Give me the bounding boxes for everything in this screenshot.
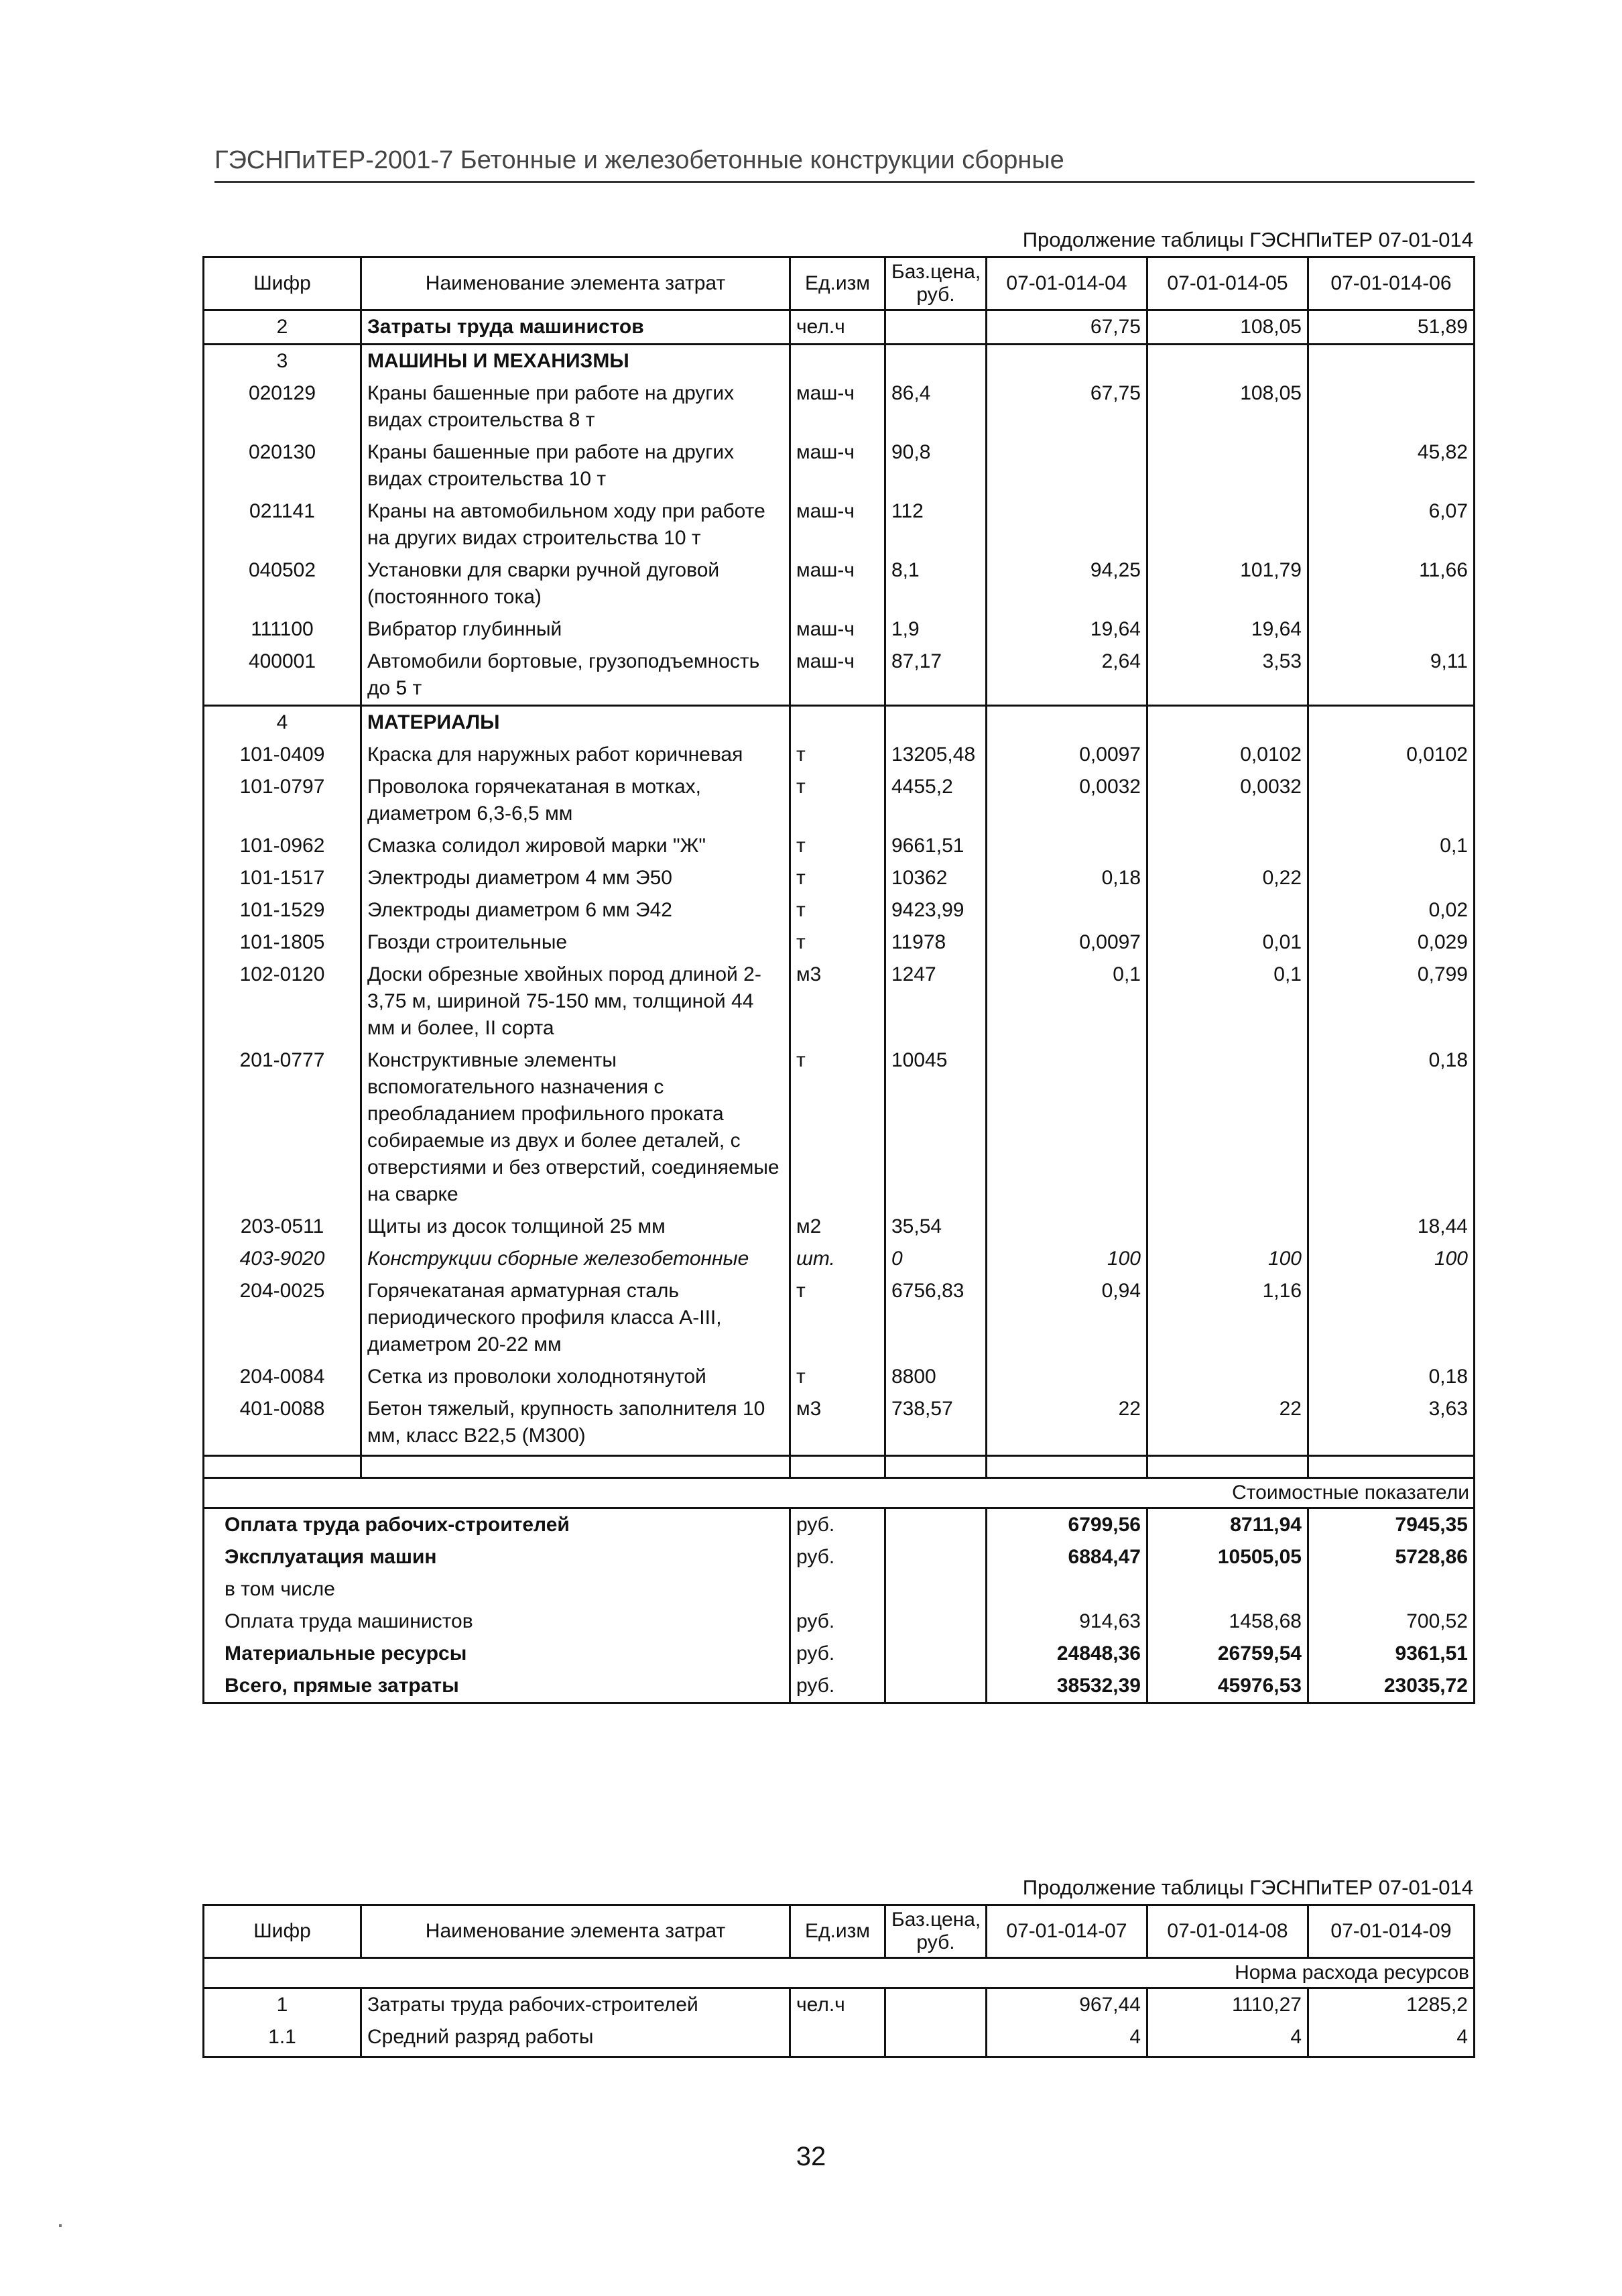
cell-unit: маш-ч bbox=[790, 377, 885, 436]
cell-code: 4 bbox=[204, 706, 361, 739]
cell-unit: т bbox=[790, 1275, 885, 1361]
cell-price bbox=[885, 706, 987, 739]
table-row bbox=[204, 1211, 1475, 1243]
summary-value: 700,52 bbox=[1308, 1606, 1475, 1638]
summary-unit: руб. bbox=[790, 1638, 885, 1670]
cell-name: Бетон тяжелый, крупность заполнителя 10 мм, класс В22,5 (М300) bbox=[361, 1393, 790, 1456]
cell-value bbox=[1308, 377, 1475, 436]
cell-price: 8,1 bbox=[885, 554, 987, 613]
cell-name: Краны на автомобильном ходу при работе на других видах строительства 10 т bbox=[361, 495, 790, 554]
summary-row bbox=[204, 1638, 1475, 1670]
spacer-cell bbox=[204, 1456, 361, 1478]
summary-value bbox=[1308, 1573, 1475, 1606]
cell-value: 0,18 bbox=[1308, 1044, 1475, 1211]
summary-empty bbox=[885, 1638, 987, 1670]
col-header-norm-09: 07-01-014-09 bbox=[1308, 1905, 1475, 1958]
table-row bbox=[204, 739, 1475, 771]
scan-speck bbox=[59, 2224, 62, 2227]
cell-code: 101-0962 bbox=[204, 830, 361, 862]
cell-value bbox=[1308, 345, 1475, 378]
table-row bbox=[204, 310, 1475, 345]
cell-name: Конструкции сборные железобетонные bbox=[361, 1243, 790, 1275]
cell-value: 45,82 bbox=[1308, 436, 1475, 495]
cell-value: 3,63 bbox=[1308, 1393, 1475, 1456]
cell-value bbox=[987, 436, 1147, 495]
table-row bbox=[204, 1393, 1475, 1456]
cell-unit: м3 bbox=[790, 959, 885, 1044]
section-banner: Норма расхода ресурсов bbox=[204, 1958, 1475, 1988]
cell-code: 102-0120 bbox=[204, 959, 361, 1044]
section-banner-row bbox=[204, 1958, 1475, 1988]
summary-empty bbox=[885, 1573, 987, 1606]
summary-unit: руб. bbox=[790, 1508, 885, 1542]
cell-value: 51,89 bbox=[1308, 310, 1475, 345]
cell-price: 11978 bbox=[885, 926, 987, 959]
cell-value: 0,18 bbox=[1308, 1361, 1475, 1393]
cell-unit: т bbox=[790, 1044, 885, 1211]
cell-value: 0,0102 bbox=[1147, 739, 1308, 771]
table-row bbox=[204, 926, 1475, 959]
summary-row bbox=[204, 1606, 1475, 1638]
summary-value: 8711,94 bbox=[1147, 1508, 1308, 1542]
cell-unit: чел.ч bbox=[790, 1988, 885, 2022]
cell-value: 1285,2 bbox=[1308, 1988, 1475, 2022]
cell-unit: т bbox=[790, 894, 885, 926]
cell-value: 0,0032 bbox=[987, 771, 1147, 830]
summary-value: 7945,35 bbox=[1308, 1508, 1475, 1542]
cell-name: Средний разряд работы bbox=[361, 2021, 790, 2057]
table-row bbox=[204, 830, 1475, 862]
cell-code: 040502 bbox=[204, 554, 361, 613]
cell-value: 3,53 bbox=[1147, 646, 1308, 706]
spacer-cell bbox=[1147, 1456, 1308, 1478]
cell-price bbox=[885, 345, 987, 378]
table-row bbox=[204, 613, 1475, 646]
cell-code: 401-0088 bbox=[204, 1393, 361, 1456]
cell-price: 87,17 bbox=[885, 646, 987, 706]
cell-price bbox=[885, 2021, 987, 2057]
cell-price: 0 bbox=[885, 1243, 987, 1275]
cell-code: 203-0511 bbox=[204, 1211, 361, 1243]
summary-value: 24848,36 bbox=[987, 1638, 1147, 1670]
cell-value: 67,75 bbox=[987, 310, 1147, 345]
cell-unit: маш-ч bbox=[790, 613, 885, 646]
cell-unit bbox=[790, 706, 885, 739]
cell-code: 1.1 bbox=[204, 2021, 361, 2057]
col-header-unit: Ед.изм bbox=[790, 1905, 885, 1958]
col-header-code: Шифр bbox=[204, 1905, 361, 1958]
cell-unit: т bbox=[790, 739, 885, 771]
cell-unit bbox=[790, 345, 885, 378]
table-row bbox=[204, 894, 1475, 926]
summary-value: 1458,68 bbox=[1147, 1606, 1308, 1638]
table-row bbox=[204, 436, 1475, 495]
cell-unit: маш-ч bbox=[790, 495, 885, 554]
cell-unit: т bbox=[790, 1361, 885, 1393]
table-row bbox=[204, 1243, 1475, 1275]
cell-value: 0,0102 bbox=[1308, 739, 1475, 771]
cell-value bbox=[987, 495, 1147, 554]
summary-value: 26759,54 bbox=[1147, 1638, 1308, 1670]
page-number: 32 bbox=[796, 2142, 826, 2171]
summary-value: 914,63 bbox=[987, 1606, 1147, 1638]
summary-row bbox=[204, 1541, 1475, 1573]
cell-value: 108,05 bbox=[1147, 377, 1308, 436]
cell-value: 0,18 bbox=[987, 862, 1147, 894]
table-row bbox=[204, 1275, 1475, 1361]
summary-unit: руб. bbox=[790, 1606, 885, 1638]
cell-name: Сетка из проволоки холоднотянутой bbox=[361, 1361, 790, 1393]
page-header: ГЭСНПиТЕР-2001-7 Бетонные и железобетонные конструкции сборные bbox=[214, 146, 1475, 183]
summary-label: в том числе bbox=[204, 1573, 790, 1606]
cell-value: 11,66 bbox=[1308, 554, 1475, 613]
col-header-unit: Ед.изм bbox=[790, 257, 885, 310]
cell-name: Автомобили бортовые, грузоподъемность до 5 т bbox=[361, 646, 790, 706]
cell-value: 0,1 bbox=[987, 959, 1147, 1044]
table-header-row bbox=[204, 257, 1475, 310]
cell-name: Проволока горячекатаная в мотках, диаметром 6,3-6,5 мм bbox=[361, 771, 790, 830]
section-banner-row bbox=[204, 1478, 1475, 1508]
cell-price: 112 bbox=[885, 495, 987, 554]
cell-value bbox=[987, 1044, 1147, 1211]
col-header-price: Баз.цена, руб. bbox=[885, 1905, 987, 1958]
table-row bbox=[204, 646, 1475, 706]
cell-value bbox=[1147, 345, 1308, 378]
cell-value: 108,05 bbox=[1147, 310, 1308, 345]
summary-empty bbox=[885, 1508, 987, 1542]
cell-value: 4 bbox=[987, 2021, 1147, 2057]
cell-value: 1,16 bbox=[1147, 1275, 1308, 1361]
cell-value bbox=[987, 1361, 1147, 1393]
cell-value: 67,75 bbox=[987, 377, 1147, 436]
cell-code: 020129 bbox=[204, 377, 361, 436]
cell-name: Доски обрезные хвойных пород длиной 2-3,75 м, шириной 75-150 мм, толщиной 44 мм и более, II сорта bbox=[361, 959, 790, 1044]
summary-value: 6884,47 bbox=[987, 1541, 1147, 1573]
cell-name: Затраты труда рабочих-строителей bbox=[361, 1988, 790, 2022]
cell-code: 111100 bbox=[204, 613, 361, 646]
cell-value: 1110,27 bbox=[1147, 1988, 1308, 2022]
cell-unit: маш-ч bbox=[790, 646, 885, 706]
col-header-code: Шифр bbox=[204, 257, 361, 310]
cell-value: 0,02 bbox=[1308, 894, 1475, 926]
cell-code: 403-9020 bbox=[204, 1243, 361, 1275]
cell-name: МАТЕРИАЛЫ bbox=[361, 706, 790, 739]
cell-value bbox=[1308, 706, 1475, 739]
summary-value: 45976,53 bbox=[1147, 1670, 1308, 1703]
cell-value bbox=[1147, 1361, 1308, 1393]
cell-value bbox=[987, 345, 1147, 378]
cell-value: 19,64 bbox=[987, 613, 1147, 646]
cell-price: 1247 bbox=[885, 959, 987, 1044]
cell-name: Краны башенные при работе на других видах строительства 10 т bbox=[361, 436, 790, 495]
resource-table bbox=[202, 1904, 1475, 2058]
cell-code: 101-0409 bbox=[204, 739, 361, 771]
table-row bbox=[204, 495, 1475, 554]
cell-price: 8800 bbox=[885, 1361, 987, 1393]
cell-code: 020130 bbox=[204, 436, 361, 495]
cell-value: 4 bbox=[1308, 2021, 1475, 2057]
cell-value: 0,1 bbox=[1147, 959, 1308, 1044]
summary-value: 9361,51 bbox=[1308, 1638, 1475, 1670]
col-header-price: Баз.цена, руб. bbox=[885, 257, 987, 310]
cell-value bbox=[1308, 1275, 1475, 1361]
cell-value bbox=[1308, 862, 1475, 894]
summary-row bbox=[204, 1670, 1475, 1703]
cell-value: 0,22 bbox=[1147, 862, 1308, 894]
cell-value: 0,799 bbox=[1308, 959, 1475, 1044]
cell-value bbox=[1147, 894, 1308, 926]
cell-value bbox=[1147, 1044, 1308, 1211]
cell-unit: т bbox=[790, 926, 885, 959]
table-row bbox=[204, 2021, 1475, 2057]
summary-empty bbox=[885, 1670, 987, 1703]
spacer-cell bbox=[1308, 1456, 1475, 1478]
cell-value bbox=[987, 1211, 1147, 1243]
cell-name: Затраты труда машинистов bbox=[361, 310, 790, 345]
cell-value: 0,94 bbox=[987, 1275, 1147, 1361]
cell-name: Смазка солидол жировой марки "Ж" bbox=[361, 830, 790, 862]
summary-value: 5728,86 bbox=[1308, 1541, 1475, 1573]
table-row bbox=[204, 377, 1475, 436]
summary-unit: руб. bbox=[790, 1541, 885, 1573]
col-header-norm-07: 07-01-014-07 bbox=[987, 1905, 1147, 1958]
table-header-row bbox=[204, 1905, 1475, 1958]
summary-empty bbox=[885, 1541, 987, 1573]
summary-value: 38532,39 bbox=[987, 1670, 1147, 1703]
summary-value: 10505,05 bbox=[1147, 1541, 1308, 1573]
cell-price: 1,9 bbox=[885, 613, 987, 646]
cell-unit: шт. bbox=[790, 1243, 885, 1275]
cell-value: 9,11 bbox=[1308, 646, 1475, 706]
cell-value: 6,07 bbox=[1308, 495, 1475, 554]
spacer-cell bbox=[885, 1456, 987, 1478]
cell-price: 10045 bbox=[885, 1044, 987, 1211]
cell-name: Щиты из досок толщиной 25 мм bbox=[361, 1211, 790, 1243]
cell-unit: м2 bbox=[790, 1211, 885, 1243]
table-row bbox=[204, 1361, 1475, 1393]
summary-empty bbox=[885, 1606, 987, 1638]
cell-value bbox=[1147, 495, 1308, 554]
cell-price: 6756,83 bbox=[885, 1275, 987, 1361]
cell-code: 101-0797 bbox=[204, 771, 361, 830]
cell-price: 4455,2 bbox=[885, 771, 987, 830]
table-row bbox=[204, 959, 1475, 1044]
col-header-norm-06: 07-01-014-06 bbox=[1308, 257, 1475, 310]
cell-code: 021141 bbox=[204, 495, 361, 554]
cell-value: 0,0097 bbox=[987, 739, 1147, 771]
cell-price: 9661,51 bbox=[885, 830, 987, 862]
summary-row bbox=[204, 1573, 1475, 1606]
summary-value bbox=[987, 1573, 1147, 1606]
cell-value: 22 bbox=[987, 1393, 1147, 1456]
cell-value bbox=[1147, 706, 1308, 739]
cell-value: 22 bbox=[1147, 1393, 1308, 1456]
cell-value: 18,44 bbox=[1308, 1211, 1475, 1243]
spacer-cell bbox=[790, 1456, 885, 1478]
col-header-name: Наименование элемента затрат bbox=[361, 257, 790, 310]
spacer-row bbox=[204, 1456, 1475, 1478]
cell-value: 2,64 bbox=[987, 646, 1147, 706]
table-row bbox=[204, 345, 1475, 378]
cell-value bbox=[987, 830, 1147, 862]
cell-code: 204-0025 bbox=[204, 1275, 361, 1361]
cell-code: 201-0777 bbox=[204, 1044, 361, 1211]
cell-value bbox=[1147, 830, 1308, 862]
cell-name: Электроды диаметром 4 мм Э50 bbox=[361, 862, 790, 894]
summary-unit: руб. bbox=[790, 1670, 885, 1703]
col-header-norm-05: 07-01-014-05 bbox=[1147, 257, 1308, 310]
cell-unit bbox=[790, 2021, 885, 2057]
cell-value bbox=[987, 894, 1147, 926]
cell-price: 13205,48 bbox=[885, 739, 987, 771]
summary-label: Оплата труда рабочих-строителей bbox=[204, 1508, 790, 1542]
cell-unit: т bbox=[790, 862, 885, 894]
cell-unit: чел.ч bbox=[790, 310, 885, 345]
summary-row bbox=[204, 1508, 1475, 1542]
col-header-name: Наименование элемента затрат bbox=[361, 1905, 790, 1958]
spacer-cell bbox=[361, 1456, 790, 1478]
cell-price bbox=[885, 1988, 987, 2022]
cell-code: 2 bbox=[204, 310, 361, 345]
cell-value: 0,01 bbox=[1147, 926, 1308, 959]
cell-value bbox=[1147, 1211, 1308, 1243]
cell-name: Краны башенные при работе на других видах строительства 8 т bbox=[361, 377, 790, 436]
cell-name: Установки для сварки ручной дуговой (постоянного тока) bbox=[361, 554, 790, 613]
cell-unit: маш-ч bbox=[790, 554, 885, 613]
col-header-norm-04: 07-01-014-04 bbox=[987, 257, 1147, 310]
cell-value: 100 bbox=[1147, 1243, 1308, 1275]
cell-price bbox=[885, 310, 987, 345]
cell-value: 0,1 bbox=[1308, 830, 1475, 862]
cell-value: 100 bbox=[1308, 1243, 1475, 1275]
cell-code: 400001 bbox=[204, 646, 361, 706]
resource-table bbox=[202, 256, 1475, 1704]
table-caption: Продолжение таблицы ГЭСНПиТЕР 07-01-014 bbox=[1022, 1876, 1473, 1899]
summary-label: Всего, прямые затраты bbox=[204, 1670, 790, 1703]
cell-price: 35,54 bbox=[885, 1211, 987, 1243]
cell-name: Электроды диаметром 6 мм Э42 bbox=[361, 894, 790, 926]
cell-code: 3 bbox=[204, 345, 361, 378]
cell-unit: т bbox=[790, 771, 885, 830]
cell-value bbox=[987, 706, 1147, 739]
cell-name: Горячекатаная арматурная сталь периодического профиля класса А-III, диаметром 20-22 мм bbox=[361, 1275, 790, 1361]
table-caption: Продолжение таблицы ГЭСНПиТЕР 07-01-014 bbox=[1022, 228, 1473, 251]
cell-value: 101,79 bbox=[1147, 554, 1308, 613]
summary-value: 23035,72 bbox=[1308, 1670, 1475, 1703]
table-row bbox=[204, 1044, 1475, 1211]
cell-name: Краска для наружных работ коричневая bbox=[361, 739, 790, 771]
summary-label: Оплата труда машинистов bbox=[204, 1606, 790, 1638]
cell-code: 101-1805 bbox=[204, 926, 361, 959]
cell-value: 0,029 bbox=[1308, 926, 1475, 959]
cell-price: 9423,99 bbox=[885, 894, 987, 926]
cell-value bbox=[1147, 436, 1308, 495]
cell-price: 86,4 bbox=[885, 377, 987, 436]
col-header-norm-08: 07-01-014-08 bbox=[1147, 1905, 1308, 1958]
cell-code: 101-1517 bbox=[204, 862, 361, 894]
cell-price: 10362 bbox=[885, 862, 987, 894]
table-row bbox=[204, 862, 1475, 894]
cell-price: 90,8 bbox=[885, 436, 987, 495]
cell-value: 19,64 bbox=[1147, 613, 1308, 646]
summary-value bbox=[1147, 1573, 1308, 1606]
cell-value: 4 bbox=[1147, 2021, 1308, 2057]
section-banner: Стоимостные показатели bbox=[204, 1478, 1475, 1508]
spacer-cell bbox=[987, 1456, 1147, 1478]
cell-value: 94,25 bbox=[987, 554, 1147, 613]
cell-value: 0,0097 bbox=[987, 926, 1147, 959]
table-row bbox=[204, 554, 1475, 613]
cell-name: Конструктивные элементы вспомогательного назначения с преобладанием профильного проката собираемые из двух и более деталей, с отверстиями и без отверстий, соединяемые на сварке bbox=[361, 1044, 790, 1211]
cell-value: 100 bbox=[987, 1243, 1147, 1275]
cell-value bbox=[1308, 613, 1475, 646]
cell-name: Гвозди строительные bbox=[361, 926, 790, 959]
summary-label: Эксплуатация машин bbox=[204, 1541, 790, 1573]
cell-unit: маш-ч bbox=[790, 436, 885, 495]
cell-unit: м3 bbox=[790, 1393, 885, 1456]
cell-value bbox=[1308, 771, 1475, 830]
cell-code: 1 bbox=[204, 1988, 361, 2022]
table-row bbox=[204, 706, 1475, 739]
cell-code: 101-1529 bbox=[204, 894, 361, 926]
summary-value: 6799,56 bbox=[987, 1508, 1147, 1542]
cell-code: 204-0084 bbox=[204, 1361, 361, 1393]
cell-name: МАШИНЫ И МЕХАНИЗМЫ bbox=[361, 345, 790, 378]
cell-value: 0,0032 bbox=[1147, 771, 1308, 830]
table-row bbox=[204, 771, 1475, 830]
summary-unit bbox=[790, 1573, 885, 1606]
cell-name: Вибратор глубинный bbox=[361, 613, 790, 646]
summary-label: Материальные ресурсы bbox=[204, 1638, 790, 1670]
cell-price: 738,57 bbox=[885, 1393, 987, 1456]
table-row bbox=[204, 1988, 1475, 2022]
cell-unit: т bbox=[790, 830, 885, 862]
cell-value: 967,44 bbox=[987, 1988, 1147, 2022]
